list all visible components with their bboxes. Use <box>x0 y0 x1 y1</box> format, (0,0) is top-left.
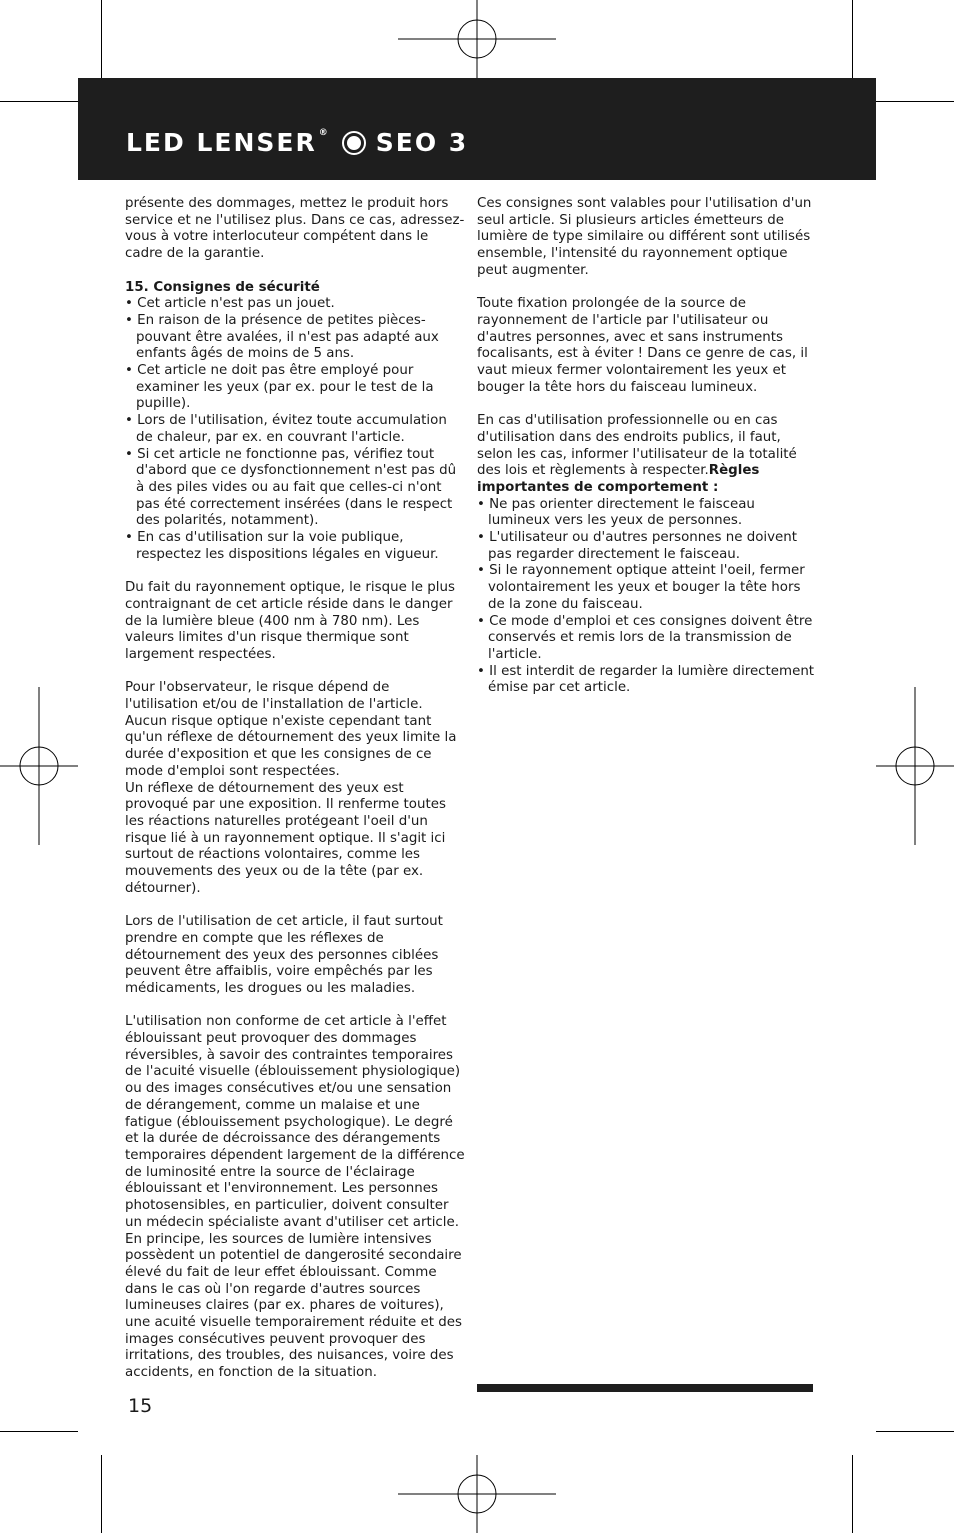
list-item: • Si cet article ne fonctionne pas, vérifiez tout d'abord que ce dysfonctionnement n'est pas dû à des piles vides ou au fait que celles-ci n'ont pas été correctement insérées (dans le respect des polarités, notamment). <box>125 447 465 531</box>
crop-mark <box>852 1455 853 1533</box>
brand-name: LED LENSER <box>126 128 317 157</box>
rules-title: Règles importantes de comportement : <box>477 463 760 495</box>
registered-mark: ® <box>318 127 330 138</box>
registration-mark-bottom-icon <box>398 1455 556 1533</box>
list-item: • Si le rayonnement optique atteint l'oeil, fermer volontairement les yeux et bouger la tête hors de la zone du faisceau. <box>477 563 817 613</box>
crop-mark <box>101 1455 102 1533</box>
professional-use-text: En cas d'utilisation professionnelle ou en cas d'utilisation dans des endroits publics, il faut, selon les cas, informer l'utilisateur de la totalité des lois et règlements à respecter. <box>477 413 797 479</box>
list-item: • En raison de la présence de petites pièces-pouvant être avalées, il n'est pas adapté aux enfants âgés de moins de 5 ans. <box>125 313 465 363</box>
safety-bullet-list <box>125 296 465 563</box>
left-column <box>125 196 465 1382</box>
rules-bullet-list <box>477 497 817 697</box>
glare-paragraph: L'utilisation non conforme de cet article à l'effet éblouissant peut provoquer des dommages réversibles, à savoir des contraintes temporaires de l'acuité visuelle (éblouissement physiologique) ou des images consécutives et/ou une sensation de dérangement, comme un malaise et une fatigue (éblouissement psychologique). Le degré et la durée de décroissance des dérangements temporaires dépendent largement de la différence de luminosité entre la source de l'éclairage éblouissant et l'environnement. Les personnes photosensibles, en particulier, doivent consulter un médecin spécialiste avant d'utiliser cet article. En principe, les sources de lumière intensives possèdent un potentiel de dangerosité secondaire élevé du fait de leur effet éblouissant. Comme dans le cas où l'on regarde d'autres sources lumineuses claires (par ex. phares de voitures), une acuité visuelle temporairement réduite et des images consécutives peuvent provoquer des irritations, des troubles, des nuisances, voire des accidents, en fonction de la situation. <box>125 1014 465 1381</box>
list-item: • Lors de l'utilisation, évitez toute accumulation de chaleur, par ex. en couvrant l'article. <box>125 413 465 446</box>
crop-mark <box>0 1431 78 1432</box>
page-number: 15 <box>128 1395 153 1417</box>
footer-bar <box>477 1384 813 1392</box>
professional-use-paragraph <box>477 413 817 497</box>
registration-mark-right-icon <box>876 687 954 845</box>
model-name: SEO 3 <box>375 128 469 157</box>
list-item: • Ne pas orienter directement le faisceau lumineux vers les yeux de personnes. <box>477 497 817 530</box>
crop-mark <box>0 101 78 102</box>
crop-mark <box>876 1431 954 1432</box>
list-item: • En cas d'utilisation sur la voie publique, respectez les dispositions légales en vigueur. <box>125 530 465 563</box>
observer-paragraph: Pour l'observateur, le risque dépend de l'utilisation et/ou de l'installation de l'article. Aucun risque optique n'existe cependant tant qu'un réflexe de détournement des yeux limite la durée d'exposition et que les consignes de ce mode d'emploi sont respectées. <box>125 680 457 779</box>
reflex-paragraph: Un réflexe de détournement des yeux est provoqué par une exposition. Il renferme toutes les réactions naturelles protégeant l'oeil d'un risque lié à un rayonnement optique. Il s'agit ici surtout de réactions volontaires, comme les mouvements des yeux ou de la tête (par ex. détourner). <box>125 780 446 896</box>
list-item: • Cet article n'est pas un jouet. <box>125 296 465 313</box>
header-band <box>78 78 876 180</box>
registration-mark-left-icon <box>0 687 78 845</box>
list-item: • Cet article ne doit pas être employé pour examiner les yeux (par ex. pour le test de la pupille). <box>125 363 465 413</box>
list-item: • Il est interdit de regarder la lumière directement émise par cet article. <box>477 664 817 697</box>
single-article-paragraph: Ces consignes sont valables pour l'utilisation d'un seul article. Si plusieurs articles émetteurs de lumière de type similaire ou différent sont utilisés ensemble, l'intensité du rayonnement optique peut augmenter. <box>477 196 812 278</box>
brand-logo <box>126 128 468 157</box>
lens-circle-icon <box>342 131 366 155</box>
crop-mark <box>101 0 102 78</box>
list-item: • L'utilisateur ou d'autres personnes ne doivent pas regarder directement le faisceau. <box>477 530 817 563</box>
crop-mark <box>852 0 853 78</box>
fixation-paragraph: Toute fixation prolongée de la source de rayonnement de l'article par l'utilisateur ou d'autres personnes, avec et sans instruments focalisants, est à éviter ! Dans ce genre de cas, il vaut mieux fermer volontairement les yeux et bouger la tête hors du faisceau lumineux. <box>477 296 808 395</box>
intro-paragraph: présente des dommages, mettez le produit hors service et ne l'utilisez plus. Dans ce cas, adressez-vous à votre interlocuteur compétent dans le cadre de la garantie. <box>125 196 465 262</box>
list-item: • Ce mode d'emploi et ces consignes doivent être conservés et remis lors de la transmission de l'article. <box>477 614 817 664</box>
crop-mark <box>876 101 954 102</box>
registration-mark-top-icon <box>398 0 556 78</box>
section-title: 15. Consignes de sécurité <box>125 279 320 295</box>
usage-paragraph: Lors de l'utilisation de cet article, il faut surtout prendre en compte que les réflexes de détournement des yeux des personnes ciblées peuvent être affaiblis, voire empêchés par les médicaments, les drogues ou les maladies. <box>125 914 443 996</box>
risk-paragraph: Du fait du rayonnement optique, le risque le plus contraignant de cet article réside dans le danger de la lumière bleue (400 nm à 780 nm). Les valeurs limites d'un risque thermique sont largement respectées. <box>125 580 455 662</box>
right-column <box>477 196 817 697</box>
